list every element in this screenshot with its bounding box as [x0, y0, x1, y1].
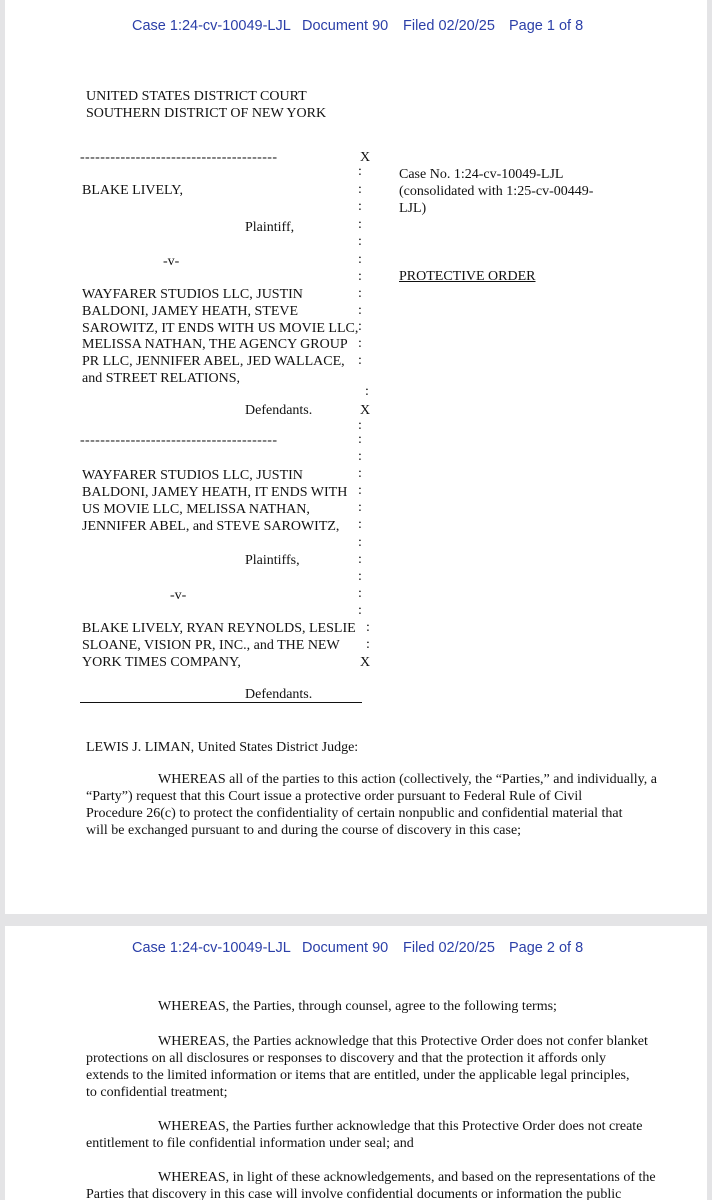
- header-filed-date: Filed 02/20/25: [403, 940, 495, 956]
- header-case-number: Case 1:24-cv-10049-LJL: [132, 940, 291, 956]
- counter-plaintiff-line: JENNIFER ABEL, and STEVE SAROWITZ,: [82, 519, 340, 534]
- order-title: PROTECTIVE ORDER: [399, 269, 536, 284]
- counter-plaintiff-line: BALDONI, JAMEY HEATH, IT ENDS WITH: [82, 485, 348, 500]
- header-page-number: Page 2 of 8: [509, 940, 584, 956]
- consolidated-note: LJL): [399, 201, 427, 216]
- defendant-line: and STREET RELATIONS,: [82, 371, 241, 386]
- versus-label: -v-: [163, 254, 180, 269]
- plaintiff-name: BLAKE LIVELY,: [82, 183, 183, 198]
- caption-bottom-rule: [80, 702, 362, 703]
- caption-top-rule: ---------------------------------------: [80, 150, 278, 165]
- header-case-number: Case 1:24-cv-10049-LJL: [132, 18, 291, 34]
- court-name: UNITED STATES DISTRICT COURT: [86, 89, 307, 104]
- plaintiff-label: Plaintiff,: [245, 220, 295, 235]
- defendants-label: Defendants.: [245, 403, 313, 418]
- defendant-line: SAROWITZ, IT ENDS WITH US MOVIE LLC,: [82, 321, 359, 336]
- judge-line: LEWIS J. LIMAN, United States District Judge:: [86, 740, 359, 755]
- whereas-paragraph: WHEREAS, the Parties, through counsel, agree to the following terms;: [158, 999, 557, 1014]
- document-page-1: Case 1:24-cv-10049-LJL Document 90 Filed 02/20/25 Page 1 of 8 UNITED STATES DISTRICT COURT SOUTHERN DISTRICT OF NEW YORK --------------------------------------- X : : : : : : : : : : : : : BLAKE LIVELY, Plaintiff, -v- WAYFARER STUDIOS LLC, JUSTIN BALDONI, JAMEY HEATH, STEVE SAROWITZ, IT ENDS WITH US MOVIE LLC, MELISSA NATHAN, THE AGENCY GROUP PR LLC, JENNIFER ABEL, JED WALLACE, and STREET RELATIONS, Defendants. X Case No. 1:24-cv-10049-LJL (consolidated with 1:25-cv-00449- LJL) PROTECTIVE ORDER : --------------------------------------- : : : : : : : : : : : : : WAYFARER STUDIOS LLC, JUSTIN BALDONI, JAMEY HEATH, IT ENDS WITH US MOVIE LLC, MELISSA NATHAN, JENNIFER ABEL, and STEVE SAROWITZ, Plaintiffs, -v- BLAKE LIVELY, RYAN REYNOLDS, LESLIE SLOANE, VISION PR, INC., and THE NEW YORK TIMES COMPANY, X Defendants. LEWIS J. LIMAN, United States District Judge: WHEREAS all of the parties to this action (collectively, the “Parties,” and individually, a “Party”) request that this Court issue a protective order pursuant to Federal Rule of Civil Procedure 26(c) to protect the confidentiality of certain nonpublic and confidential material that will be exchanged pursuant to and during the course of discovery in this case;: [5, 0, 707, 914]
- defendants-label: Defendants.: [245, 687, 313, 702]
- caption-x-mark: X: [360, 655, 371, 670]
- counter-defendant-line: YORK TIMES COMPANY,: [82, 655, 241, 670]
- header-document-number: Document 90: [302, 940, 389, 956]
- defendant-line: WAYFARER STUDIOS LLC, JUSTIN: [82, 287, 303, 302]
- defendant-line: PR LLC, JENNIFER ABEL, JED WALLACE,: [82, 354, 345, 369]
- court-district: SOUTHERN DISTRICT OF NEW YORK: [86, 106, 327, 121]
- consolidated-note: (consolidated with 1:25-cv-00449-: [399, 184, 594, 199]
- counter-defendant-line: BLAKE LIVELY, RYAN REYNOLDS, LESLIE: [82, 621, 356, 636]
- plaintiffs-label: Plaintiffs,: [245, 553, 300, 568]
- versus-label: -v-: [170, 588, 187, 603]
- header-page-number: Page 1 of 8: [509, 18, 584, 34]
- defendant-line: BALDONI, JAMEY HEATH, STEVE: [82, 304, 299, 319]
- document-page-2: Case 1:24-cv-10049-LJL Document 90 Filed 02/20/25 Page 2 of 8 WHEREAS, the Parties, through counsel, agree to the following terms; WHEREAS, the Parties acknowledge that this Protective Order does not confer blanket protections on all disclosures or responses to discovery and that the protection it affords only extends to the limited information or items that are entitled, under the applicable legal principles, to confidential treatment; WHEREAS, the Parties further acknowledge that this Protective Order does not create entitlement to file confidential information under seal; and WHEREAS, in light of these acknowledgements, and based on the representations of the Parties that discovery in this case will involve confidential documents or information the public: [5, 926, 707, 1200]
- counter-plaintiff-line: WAYFARER STUDIOS LLC, JUSTIN: [82, 468, 303, 483]
- caption-x-mark: X: [360, 150, 371, 165]
- case-number: Case No. 1:24-cv-10049-LJL: [399, 167, 564, 182]
- header-document-number: Document 90: [302, 18, 389, 34]
- header-filed-date: Filed 02/20/25: [403, 18, 495, 34]
- counter-plaintiff-line: US MOVIE LLC, MELISSA NATHAN,: [82, 502, 310, 517]
- defendant-line: MELISSA NATHAN, THE AGENCY GROUP: [82, 337, 348, 352]
- caption-middle-rule: ---------------------------------------: [80, 433, 278, 448]
- caption-colon: :: [358, 418, 362, 433]
- caption-x-mark: X: [360, 403, 371, 418]
- counter-defendant-line: SLOANE, VISION PR, INC., and THE NEW: [82, 638, 340, 653]
